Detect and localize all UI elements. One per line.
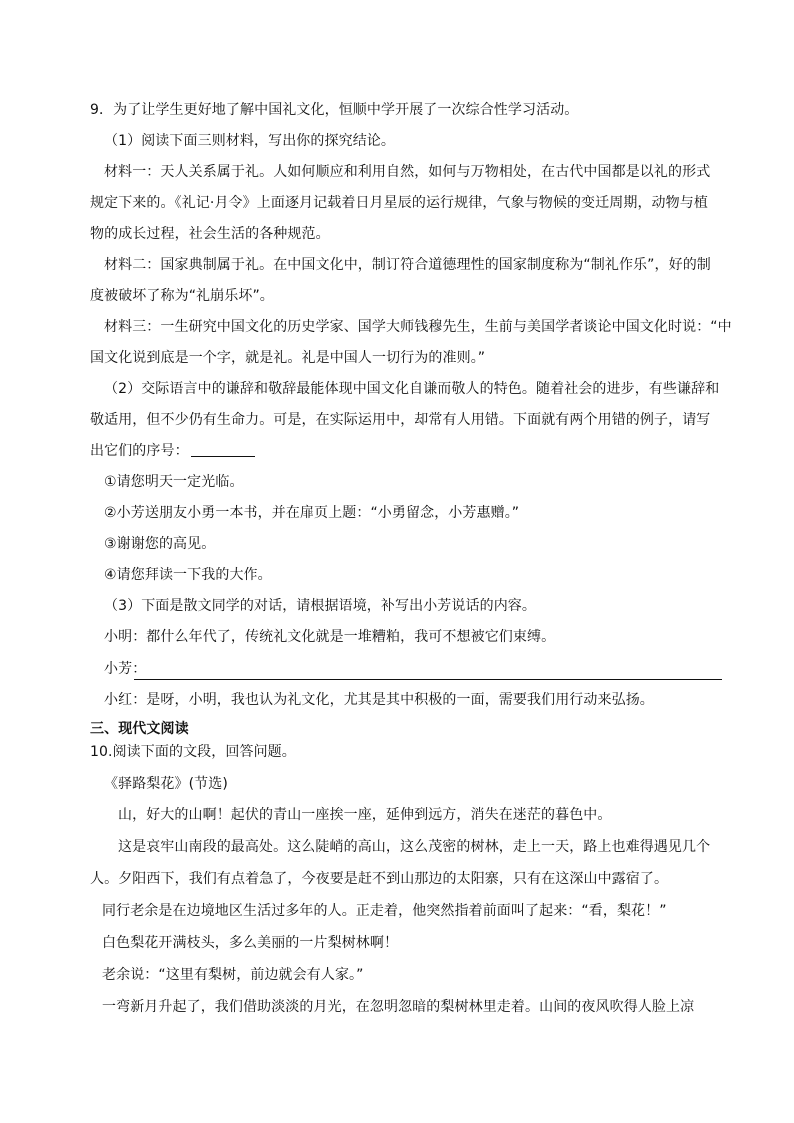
passage-paragraph-6: 一弯新月升起了，我们借助淡淡的月光，在忽明忽暗的梨树林里走着。山间的夜风吹得人脸上凉: [102, 999, 695, 1015]
material-1-line-2: 规定下来的。《礼记·月令》上面逐月记载着日月星辰的运行规律，气象与物候的变迁周期，动物与植: [90, 195, 708, 211]
dialogue-xiaofang-label: 小芳：: [104, 661, 147, 677]
part-1-prompt: （1）阅读下面三则材料，写出你的探究结论。: [104, 133, 396, 149]
part-2-line-2: 敬适用，但不少仍有生命力。可是，在实际运用中，却常有人用错。下面就有两个用错的例子，请写: [90, 412, 711, 428]
material-1-line-1: 材料一：天人关系属于礼。人如何顺应和利用自然，如何与万物相处，在古代中国都是以礼的形式: [104, 164, 711, 180]
dialogue-xiaoming: 小明：都什么年代了，传统礼文化就是一堆糟粕，我可不想被它们束缚。: [104, 629, 556, 645]
answer-blank-xiaofang[interactable]: [134, 679, 722, 680]
material-2-line-1: 材料二：国家典制属于礼。在中国文化中，制订符合道德理性的国家制度称为“制礼作乐”，好的制: [104, 257, 711, 273]
material-3-line-1: 材料三：一生研究中国文化的历史学家、国学大师钱穆先生，生前与美国学者谈论中国文化时说：“中: [104, 319, 732, 335]
passage-paragraph-3: 同行老余是在边境地区生活过多年的人。正走着，他突然指着前面叫了起来：“看，梨花！”: [102, 903, 667, 919]
part-2-line-3-text: 出它们的序号：: [90, 443, 189, 459]
answer-blank-sequence[interactable]: [191, 442, 255, 457]
section-3-heading: 三、现代文阅读: [90, 721, 189, 737]
passage-paragraph-1: 山，好大的山啊！起伏的青山一座挨一座，延伸到远方，消失在迷茫的暮色中。: [118, 807, 612, 823]
question-10-stem: 10.阅读下面的文段，回答问题。: [90, 744, 296, 760]
part-3-prompt: （3）下面是散文同学的对话，请根据语境，补写出小芳说话的内容。: [104, 598, 537, 614]
question-9-stem: 9．为了让学生更好地了解中国礼文化，恒顺中学开展了一次综合性学习活动。: [90, 102, 579, 118]
option-3: ③谢谢您的高见。: [104, 536, 216, 552]
option-1: ①请您明天一定光临。: [104, 474, 244, 490]
passage-paragraph-2-line-1: 这是哀牢山南段的最高处。这么陡峭的高山，这么茂密的树林，走上一天，路上也难得遇见几个: [118, 839, 711, 855]
passage-title: 《驿路梨花》(节选): [104, 776, 228, 792]
dialogue-xiaohong: 小红：是呀，小明，我也认为礼文化，尤其是其中积极的一面，需要我们用行动来弘扬。: [104, 692, 654, 708]
material-2-line-2: 度被破坏了称为“礼崩乐坏”。: [90, 288, 274, 304]
material-3-line-2: 国文化说到底是一个字，就是礼。礼是中国人一切行为的准则。”: [90, 350, 486, 366]
passage-paragraph-2-line-2: 人。夕阳西下，我们有点着急了，今夜要是赶不到山那边的太阳寨，只有在这深山中露宿了。: [90, 871, 669, 887]
part-2-line-3: [90, 442, 730, 460]
passage-paragraph-4: 白色梨花开满枝头，多么美丽的一片梨树林啊！: [102, 935, 399, 951]
part-2-line-1: （2）交际语言中的谦辞和敬辞最能体现中国文化自谦而敬人的特色。随着社会的进步，有些谦辞和: [104, 381, 720, 397]
material-1-line-3: 物的成长过程，社会生活的各种规范。: [90, 226, 330, 242]
option-4: ④请您拜读一下我的大作。: [104, 567, 272, 583]
option-2: ②小芳送朋友小勇一本书，并在扉页上题：“小勇留念，小芳惠赠。”: [104, 505, 520, 521]
passage-paragraph-5: 老余说：“这里有梨树，前边就会有人家。”: [102, 967, 364, 983]
